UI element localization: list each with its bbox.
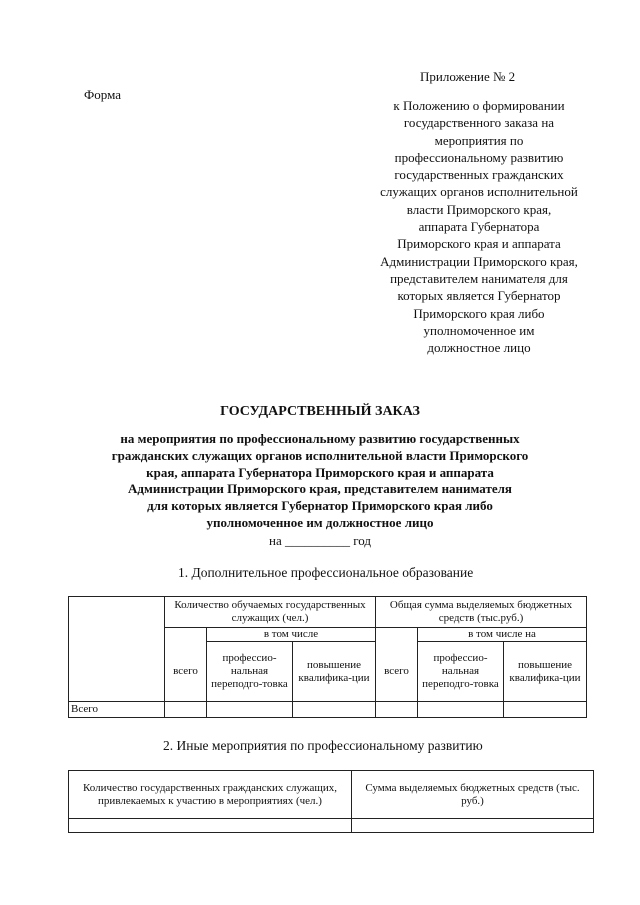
appendix-line: власти Приморского края, (406, 201, 552, 217)
table-cell (293, 702, 376, 718)
subtitle-line: Администрации Приморского края, представителем нанимателя (128, 481, 512, 497)
header-cell (376, 628, 418, 642)
section1-heading: 1. Дополнительное профессиональное образование (178, 565, 474, 580)
other-activities-table (68, 770, 594, 833)
table-cell (165, 702, 207, 718)
header-cell: Общая сумма выделяемых бюджетных средств (тыс.руб.) (376, 597, 587, 628)
appendix-line: представителем нанимателя для (390, 270, 568, 286)
table-cell (376, 702, 418, 718)
header-cell: профессио-нальная переподго-товка (418, 642, 504, 702)
appendix-reference (358, 97, 600, 356)
table-cell (69, 819, 352, 833)
appendix-line: аппарата Губернатора (418, 219, 540, 235)
table-corner-cell (69, 597, 165, 702)
form-label: Форма (84, 87, 121, 102)
appendix-line: профессиональному развитию (394, 149, 564, 165)
header-cell: всего (376, 642, 418, 702)
appendix-line: Администрации Приморского края, (380, 253, 578, 269)
appendix-line: мероприятия по (434, 132, 524, 148)
appendix-line: служащих органов исполнительной (380, 184, 578, 200)
table-cell (207, 702, 293, 718)
subtitle-line: края, аппарата Губернатора Приморского края и аппарата (146, 464, 494, 480)
header-cell: в том числе на (418, 628, 587, 642)
subtitle-line: гражданских служащих органов исполнительной власти Приморского (111, 447, 529, 463)
header-cell: в том числе (207, 628, 376, 642)
subtitle-line: уполномоченное им должностное лицо (206, 514, 434, 530)
document-subtitle (80, 431, 560, 532)
document-title: ГОСУДАРСТВЕННЫЙ ЗАКАЗ (220, 404, 420, 419)
appendix-number: Приложение № 2 (420, 69, 516, 84)
header-cell (165, 628, 207, 642)
year-line: на __________ год (269, 533, 371, 548)
appendix-line: которых является Губернатор (397, 288, 561, 304)
table-cell (352, 819, 594, 833)
appendix-line: Приморского края и аппарата (397, 236, 561, 252)
row-label-cell: Всего (69, 702, 165, 718)
header-cell: Сумма выделяемых бюджетных средств (тыс. руб.) (352, 771, 594, 819)
appendix-line: уполномоченное им (423, 322, 535, 338)
table-cell (418, 702, 504, 718)
appendix-line: должностное лицо (427, 340, 531, 356)
appendix-line: государственных гражданских (394, 167, 564, 183)
table-cell (504, 702, 587, 718)
header-cell: профессио-нальная переподго-товка (207, 642, 293, 702)
subtitle-line: для которых является Губернатор Приморского края либо (147, 498, 493, 514)
appendix-line: Приморского края либо (413, 305, 545, 321)
appendix-line: к Положению о формировании (393, 98, 565, 113)
education-table (68, 596, 587, 718)
subtitle-line: на мероприятия по профессиональному развитию государственных (120, 431, 520, 446)
header-cell: Количество государственных гражданских служащих, привлекаемых к участию в мероприятиях (чел.) (69, 771, 352, 819)
section2-heading: 2. Иные мероприятия по профессиональному развитию (163, 738, 483, 753)
header-cell: Количество обучаемых государственных служащих (чел.) (165, 597, 376, 628)
header-cell: повышение квалифика-ции (504, 642, 587, 702)
header-cell: всего (165, 642, 207, 702)
header-cell: повышение квалифика-ции (293, 642, 376, 702)
appendix-line: государственного заказа на (403, 115, 555, 131)
